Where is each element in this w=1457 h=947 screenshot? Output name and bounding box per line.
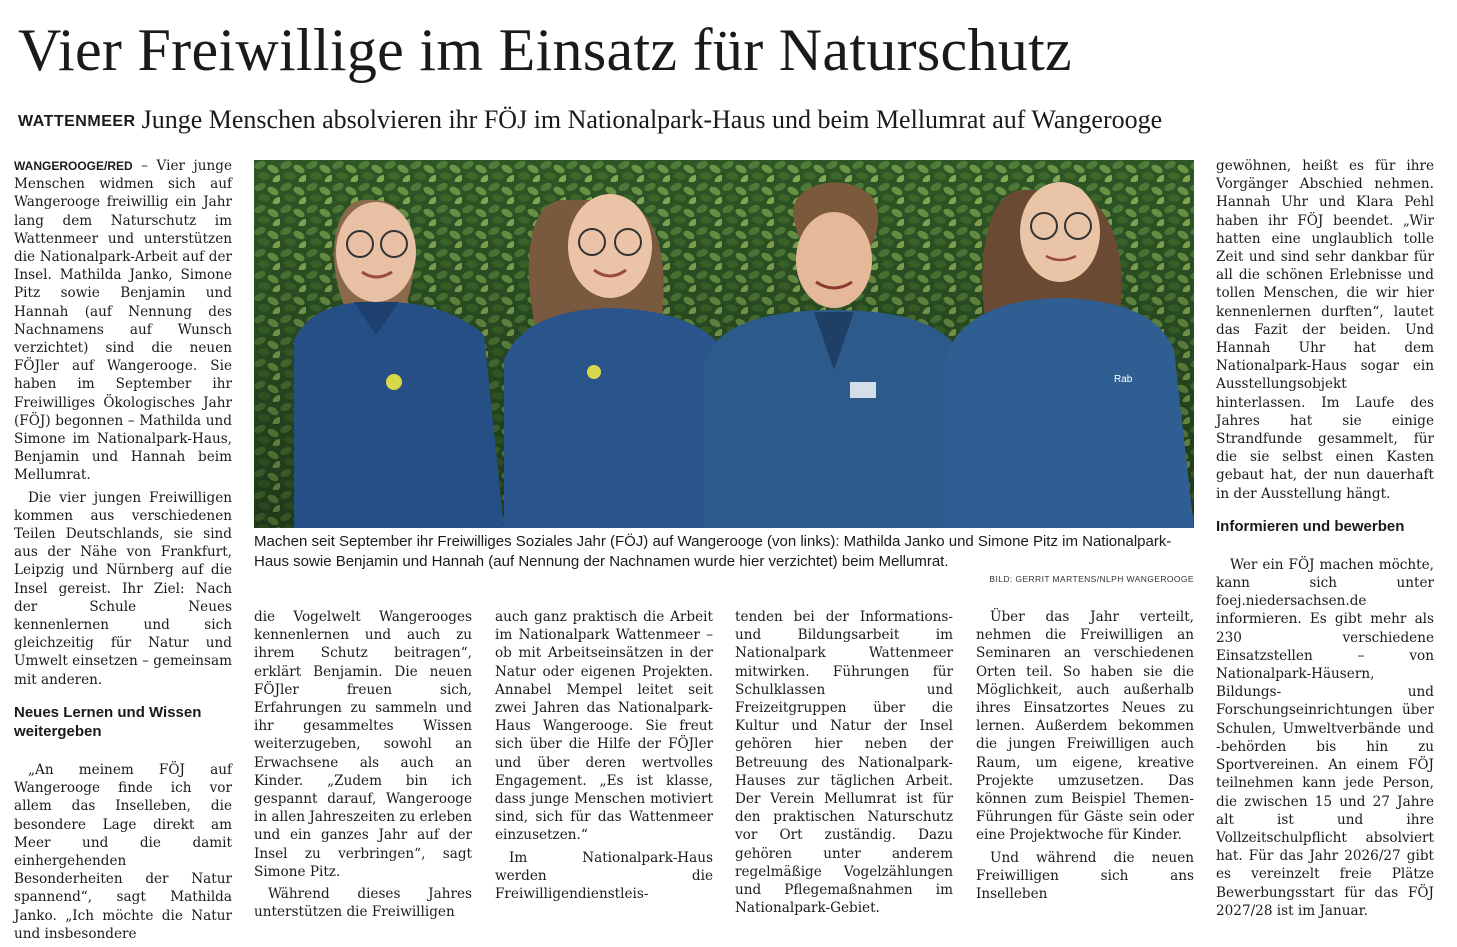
subheading: Neues Lernen und Wissen weitergeben (14, 703, 202, 740)
article-column-3 (495, 608, 713, 907)
subheadline: Junge Menschen absolvieren ihr FÖJ im Nationalpark-Haus und beim Mellumrat auf Wangerooge (141, 105, 1163, 134)
article-column-4 (735, 608, 953, 921)
paragraph (14, 157, 232, 485)
paragraph: Die vier jungen Freiwilligen kommen aus verschiedenen Teilen Deutschlands, sie sind aus der Nähe von Frankfurt, Leipzig und Nürnberg auf die Insel gereist. Ihr Ziel: Nach der Schule Neues kennenlernen und sich gleichzeitig für Natur und Umwelt einsetzen – gemeinsam mit anderen. (14, 489, 232, 688)
paragraph: die Vogelwelt Wangerooges kennenlernen und auch zu ihrem Schutz beitragen“, erklärt Benjamin. Die neuen FÖJler freuen sich, Erfahrungen zu sammeln und ihr gesammeltes Wissen weiterzugeben, sowohl an Erwachsene als auch an Kinder. „Zudem bin ich gespannt darauf, Wangerooge in allen Jahreszeiten zu erleben und ein ganzes Jahr auf der Insel zu verbringen“, sagt Simone Pitz. (254, 609, 472, 880)
dateline: WANGEROOGE/RED (14, 159, 133, 173)
article-column-6 (1216, 157, 1434, 924)
photo-credit: BILD: GERRIT MARTENS/NLPH WANGEROOGE (989, 574, 1194, 584)
jacket-logo: Rab (1114, 374, 1133, 385)
photo-illustration (254, 160, 1194, 528)
photo-caption: Machen seit September ihr Freiwilliges Soziales Jahr (FÖJ) auf Wangerooge (von links): Mathilda Janko und Simone Pitz im Nationalpark-Haus sowie Benjamin und Hannah (auf Nennung der Nachnamen wurde hier verzichtet) beim Mellumrat. (254, 533, 1172, 570)
article-column-1 (14, 157, 232, 947)
paragraph: gewöhnen, heißt es für ihre Vorgänger Abschied nehmen. Hannah Uhr und Klara Pehl haben ihr FÖJ beendet. „Wir hatten eine unglaublich tolle Zeit und sind sehr dankbar für all die schönen Erlebnisse und tollen Menschen, die wir hier kennenlernen durften“, lautet das Fazit der beiden. Und Hannah Uhr hat dem Nationalpark-Haus sogar ein Ausstellungsobjekt hinterlassen. Im Laufe des Jahres hat sie einige Strandfunde gesammelt, für die sie selbst einen Kasten gebaut hat, der nun dauerhaft in der Ausstellung hängt. (1216, 158, 1434, 502)
kicker: WATTENMEER (18, 113, 136, 130)
article-column-2 (254, 608, 472, 925)
paragraph: auch ganz praktisch die Arbeit im Nationalpark Wattenmeer – ob mit Arbeitseinsätzen in der Natur oder eigenen Projekten. Annabel Mempel leitet seit zwei Jahren das Nationalpark-Haus Wangerooge. Sie freut sich über die Hilfe der FÖJler und über deren wertvolles Engagement. „Es ist klasse, dass junge Menschen motiviert sind, sich für das Wattenmeer einzusetzen.“ (495, 609, 713, 844)
paragraph: tenden bei der Informations- und Bildungsarbeit im Nationalpark Wattenmeer mitwirken. Führungen für Schulklassen und Freizeitgruppen über die Kultur und Natur der Insel gehören hier neben der Betreuung des Nationalpark-Hauses zur täglichen Arbeit. Der Verein Mellumrat ist für den praktischen Naturschutz vor Ort zuständig. Dazu gehören unter anderem regelmäßige Vogelzählungen und Pflegemaßnahmen im Nationalpark-Gebiet. (735, 609, 953, 917)
paragraph: Wer ein FÖJ machen möchte, kann sich unter foej.niedersachsen.de informieren. Es gibt mehr als 230 verschiedene Einsatzstellen – von Nationalpark-Häusern, Bildungs- und Forschungseinrichtungen über Schulen, Umweltverbände und -behörden bis hin zu Sportvereinen. An einem FÖJ teilnehmen kann jede Person, die zwischen 15 und 27 Jahre alt ist und ihre Vollzeitschulpflicht absolviert hat. Für das Jahr 2026/27 gibt es vereinzelt freie Plätze Bewerbungsstart für das FÖJ 2027/28 ist im Januar. (1216, 556, 1434, 919)
subheadline-row (18, 104, 1162, 138)
article-column-5 (976, 608, 1194, 907)
paragraph: „An meinem FÖJ auf Wangerooge finde ich vor allem das Inselleben, die besondere Lage direkt am Meer und die damit einhergehenden Besonderheiten der Natur spannend“, sagt Mathilda Janko. „Ich möchte die Natur und insbesondere (14, 761, 232, 942)
paragraph: Im Nationalpark-Haus werden die Freiwilligendienstleis- (495, 849, 713, 903)
subheading: Informieren und bewerben (1216, 517, 1405, 535)
paragraph: Während dieses Jahres unterstützen die Freiwilligen (254, 886, 472, 921)
paragraph: Über das Jahr verteilt, nehmen die Freiwilligen an Seminaren an verschiedenen Orten teil. So haben sie die Möglichkeit, auch außerhalb ihres Einsatzortes Neues zu lernen. Außerdem bekommen die jungen Freiwilligen auch Raum, um eigene, kreative Projekte umzusetzen. Das können zum Beispiel Themen-Führungen für Gäste sein oder eine Projektwoche für Kinder. (976, 609, 1194, 844)
headline: Vier Freiwillige im Einsatz für Naturschutz (18, 17, 1072, 83)
article-photo (254, 160, 1194, 528)
paragraph-text: – Vier junge Menschen widmen sich auf Wangerooge freiwillig ein Jahr lang dem Naturschutz im Wattenmeer und unterstützen die Nationalpark-Arbeit auf der Insel. Mathilda Janko, Simone Pitz sowie Benjamin und Hannah (auf Nennung des Nachnamens auf Wunsch verzichtet) sind die neuen FÖJler auf Wangerooge. Sie haben im September ihr Freiwilliges Ökologisches Jahr (FÖJ) begonnen – Mathilda und Simone im Nationalpark-Haus, Benjamin und Hannah beim Mellumrat. (14, 158, 232, 484)
paragraph: Und während die neuen Freiwilligen sich ans Inselleben (976, 849, 1194, 903)
